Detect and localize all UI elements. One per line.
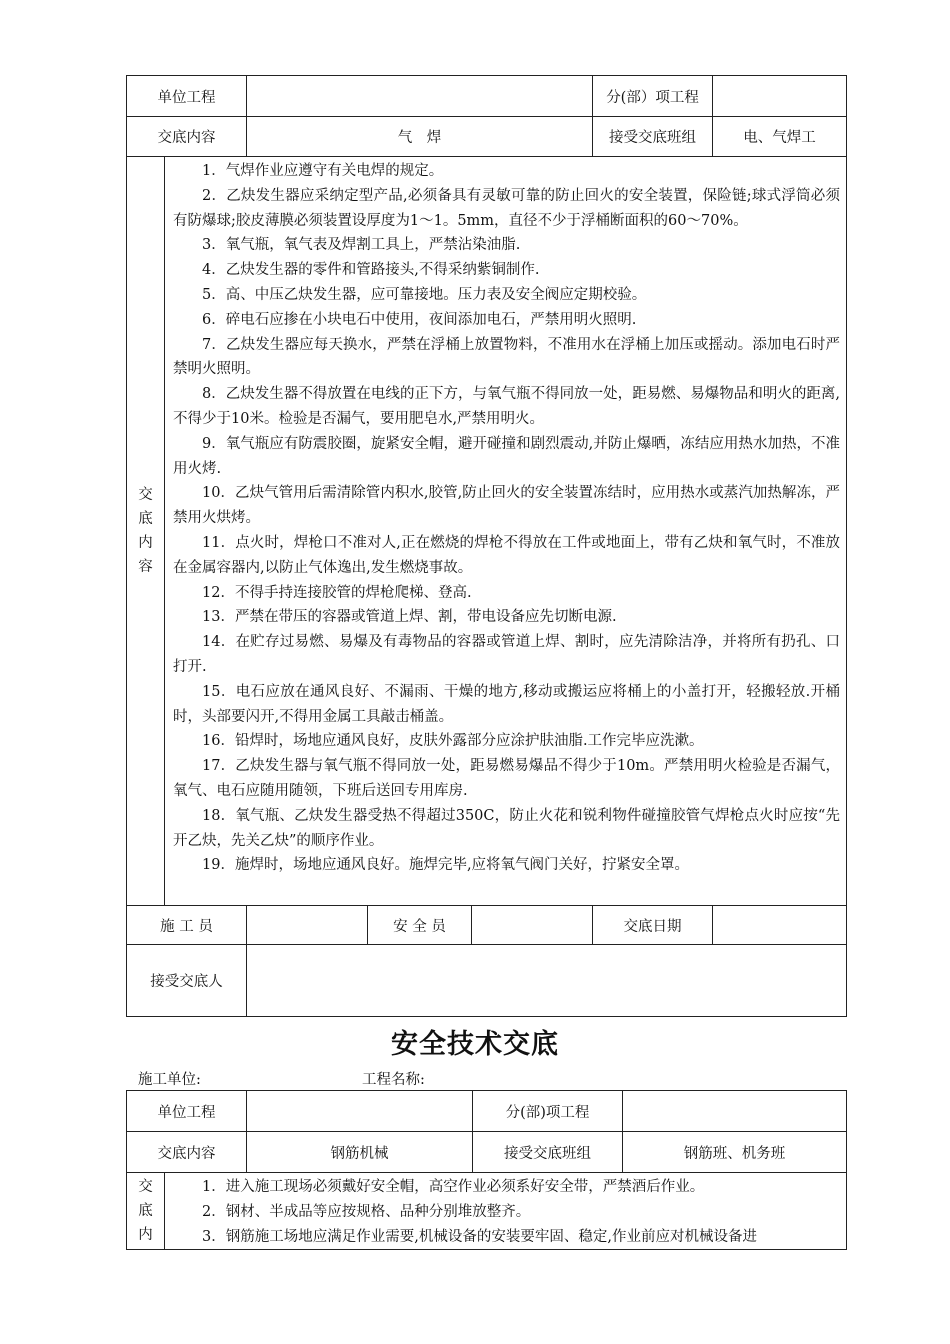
list-item: 3．氧气瓶，氧气表及焊割工具上，严禁沾染油脂. [202,237,521,254]
list-item: 7．乙炔发生器应每天换水，严禁在浮桶上放置物料，不准用水在浮桶上加压或摇动。添加电石时严禁明火照明。 [173,336,841,378]
list-item: 2．钢材、半成品等应按规格、品种分别堆放整齐。 [202,1203,531,1220]
list-item: 13．严禁在带压的容器或管道上焊、割，带电设备应先切断电源. [202,609,617,626]
list-item: 17．乙炔发生器与氧气瓶不得同放一处，距易燃易爆品不得少于10m。严禁用明火检验是否漏气，氧气、电石应随用随领，下班后送回专用库房. [173,758,841,799]
content-label: 交底内容 [127,1132,247,1173]
team-value[interactable]: 电、气焊工 [713,117,847,157]
list-item: 11．点火时，焊枪口不准对人,正在燃烧的焊枪不得放在工件或地面上，带有乙炔和氧气时，不准放在金属容器内,以防止气体逸出,发生燃烧事故。 [173,534,841,576]
side-label: 交 底 内 容 [127,157,165,906]
project-name-label: 工程名称: [362,1072,425,1088]
unit-project-value[interactable] [247,1091,473,1132]
content-value[interactable]: 钢筋机械 [247,1132,473,1173]
list-item: 19．施焊时，场地应通风良好。施焊完毕,应将氧气阀门关好，拧紧安全罩。 [202,857,690,874]
list-item: 12．不得手持连接胶管的焊枪爬梯、登高. [202,584,472,601]
list-item: 2．乙炔发生器应采纳定型产品,必须备具有灵敏可靠的防止回火的安全装置，保险链;球式浮筒必须有防爆球;胶皮薄膜必须装置设厚度为1～1。5mm，直径不少于浮桶断面积的60～70%。 [173,187,841,229]
list-item: 8．乙炔发生器不得放置在电线的正下方，与氧气瓶不得同放一处，距易燃、易爆物品和明火的距离,不得少于10米。检验是否漏气，要用肥皂水,严禁用明火。 [173,386,841,427]
list-item: 5．高、中压乙炔发生器，应可靠接地。压力表及安全阀应定期校验。 [202,286,647,303]
content-label: 交底内容 [127,117,247,157]
list-item: 10．乙炔气管用后需清除管内积水,胶管,防止回火的安全装置冻结时，应用热水或蒸汽加热解冻，严禁用火烘烤。 [173,485,841,527]
content-value[interactable]: 气 焊 [247,117,593,157]
list-item: 9．氧气瓶应有防震胶圈，旋紧安全帽，避开碰撞和剧烈震动,并防止爆晒，冻结应用热水加热，不准用火烤. [173,435,841,477]
team-label: 接受交底班组 [593,117,713,157]
content-body [165,157,847,906]
date-value[interactable] [713,906,847,945]
list-item: 6．碎电石应掺在小块电石中使用，夜间添加电石，严禁用明火照明. [202,311,637,328]
receiver-label: 接受交底人 [127,945,247,1017]
safety-value[interactable] [472,906,593,945]
unit-project-label: 单位工程 [127,76,247,117]
unit-project-label: 单位工程 [127,1091,247,1132]
unit-project-value[interactable] [247,76,593,117]
date-label: 交底日期 [593,906,713,945]
worker-value[interactable] [247,906,368,945]
list-item: 4．乙炔发生器的零件和管路接头,不得采纳紫铜制作. [202,262,540,279]
list-item: 1．进入施工现场必须戴好安全帽，高空作业必须系好安全带，严禁酒后作业。 [202,1179,705,1195]
sub-project-label: 分(部）项工程 [593,76,713,117]
list-item: 1．气焊作业应遵守有关电焊的规定。 [202,163,444,179]
page-title: 安全技术交底 [391,1029,559,1060]
content-body [165,1173,847,1250]
side-label: 交 底 内 [127,1173,165,1250]
sub-project-label: 分(部)项工程 [473,1091,623,1132]
team-label: 接受交底班组 [473,1132,623,1173]
sub-project-value[interactable] [623,1091,847,1132]
form1-table [126,75,847,1017]
form2-table [126,1090,847,1250]
list-item: 18．氧气瓶、乙炔发生器受热不得超过350C，防止火花和锐利物件碰撞胶管气焊枪点火时应按“先开乙炔，先关乙炔”的顺序作业。 [173,807,841,849]
team-value[interactable]: 钢筋班、机务班 [623,1132,847,1173]
receiver-value[interactable] [247,945,847,1017]
list-item: 16．铅焊时，场地应通风良好，皮肤外露部分应涂护肤油脂.工作完毕应洗漱。 [202,733,704,750]
list-item: 15．电石应放在通风良好、不漏雨、干燥的地方,移动或搬运应将桶上的小盖打开，轻搬轻放.开桶时，头部要闪开,不得用金属工具敲击桶盖。 [173,683,841,725]
safety-label: 安 全 员 [368,906,472,945]
list-item: 3．钢筋施工场地应满足作业需要,机械设备的安装要牢固、稳定,作业前应对机械设备进 [202,1228,757,1245]
sub-project-value[interactable] [713,76,847,117]
company-label: 施工单位: [138,1072,201,1088]
worker-label: 施 工 员 [127,906,247,945]
list-item: 14．在贮存过易燃、易爆及有毒物品的容器或管道上焊、割时，应先清除洁净，并将所有扔孔、口打开. [173,634,841,675]
